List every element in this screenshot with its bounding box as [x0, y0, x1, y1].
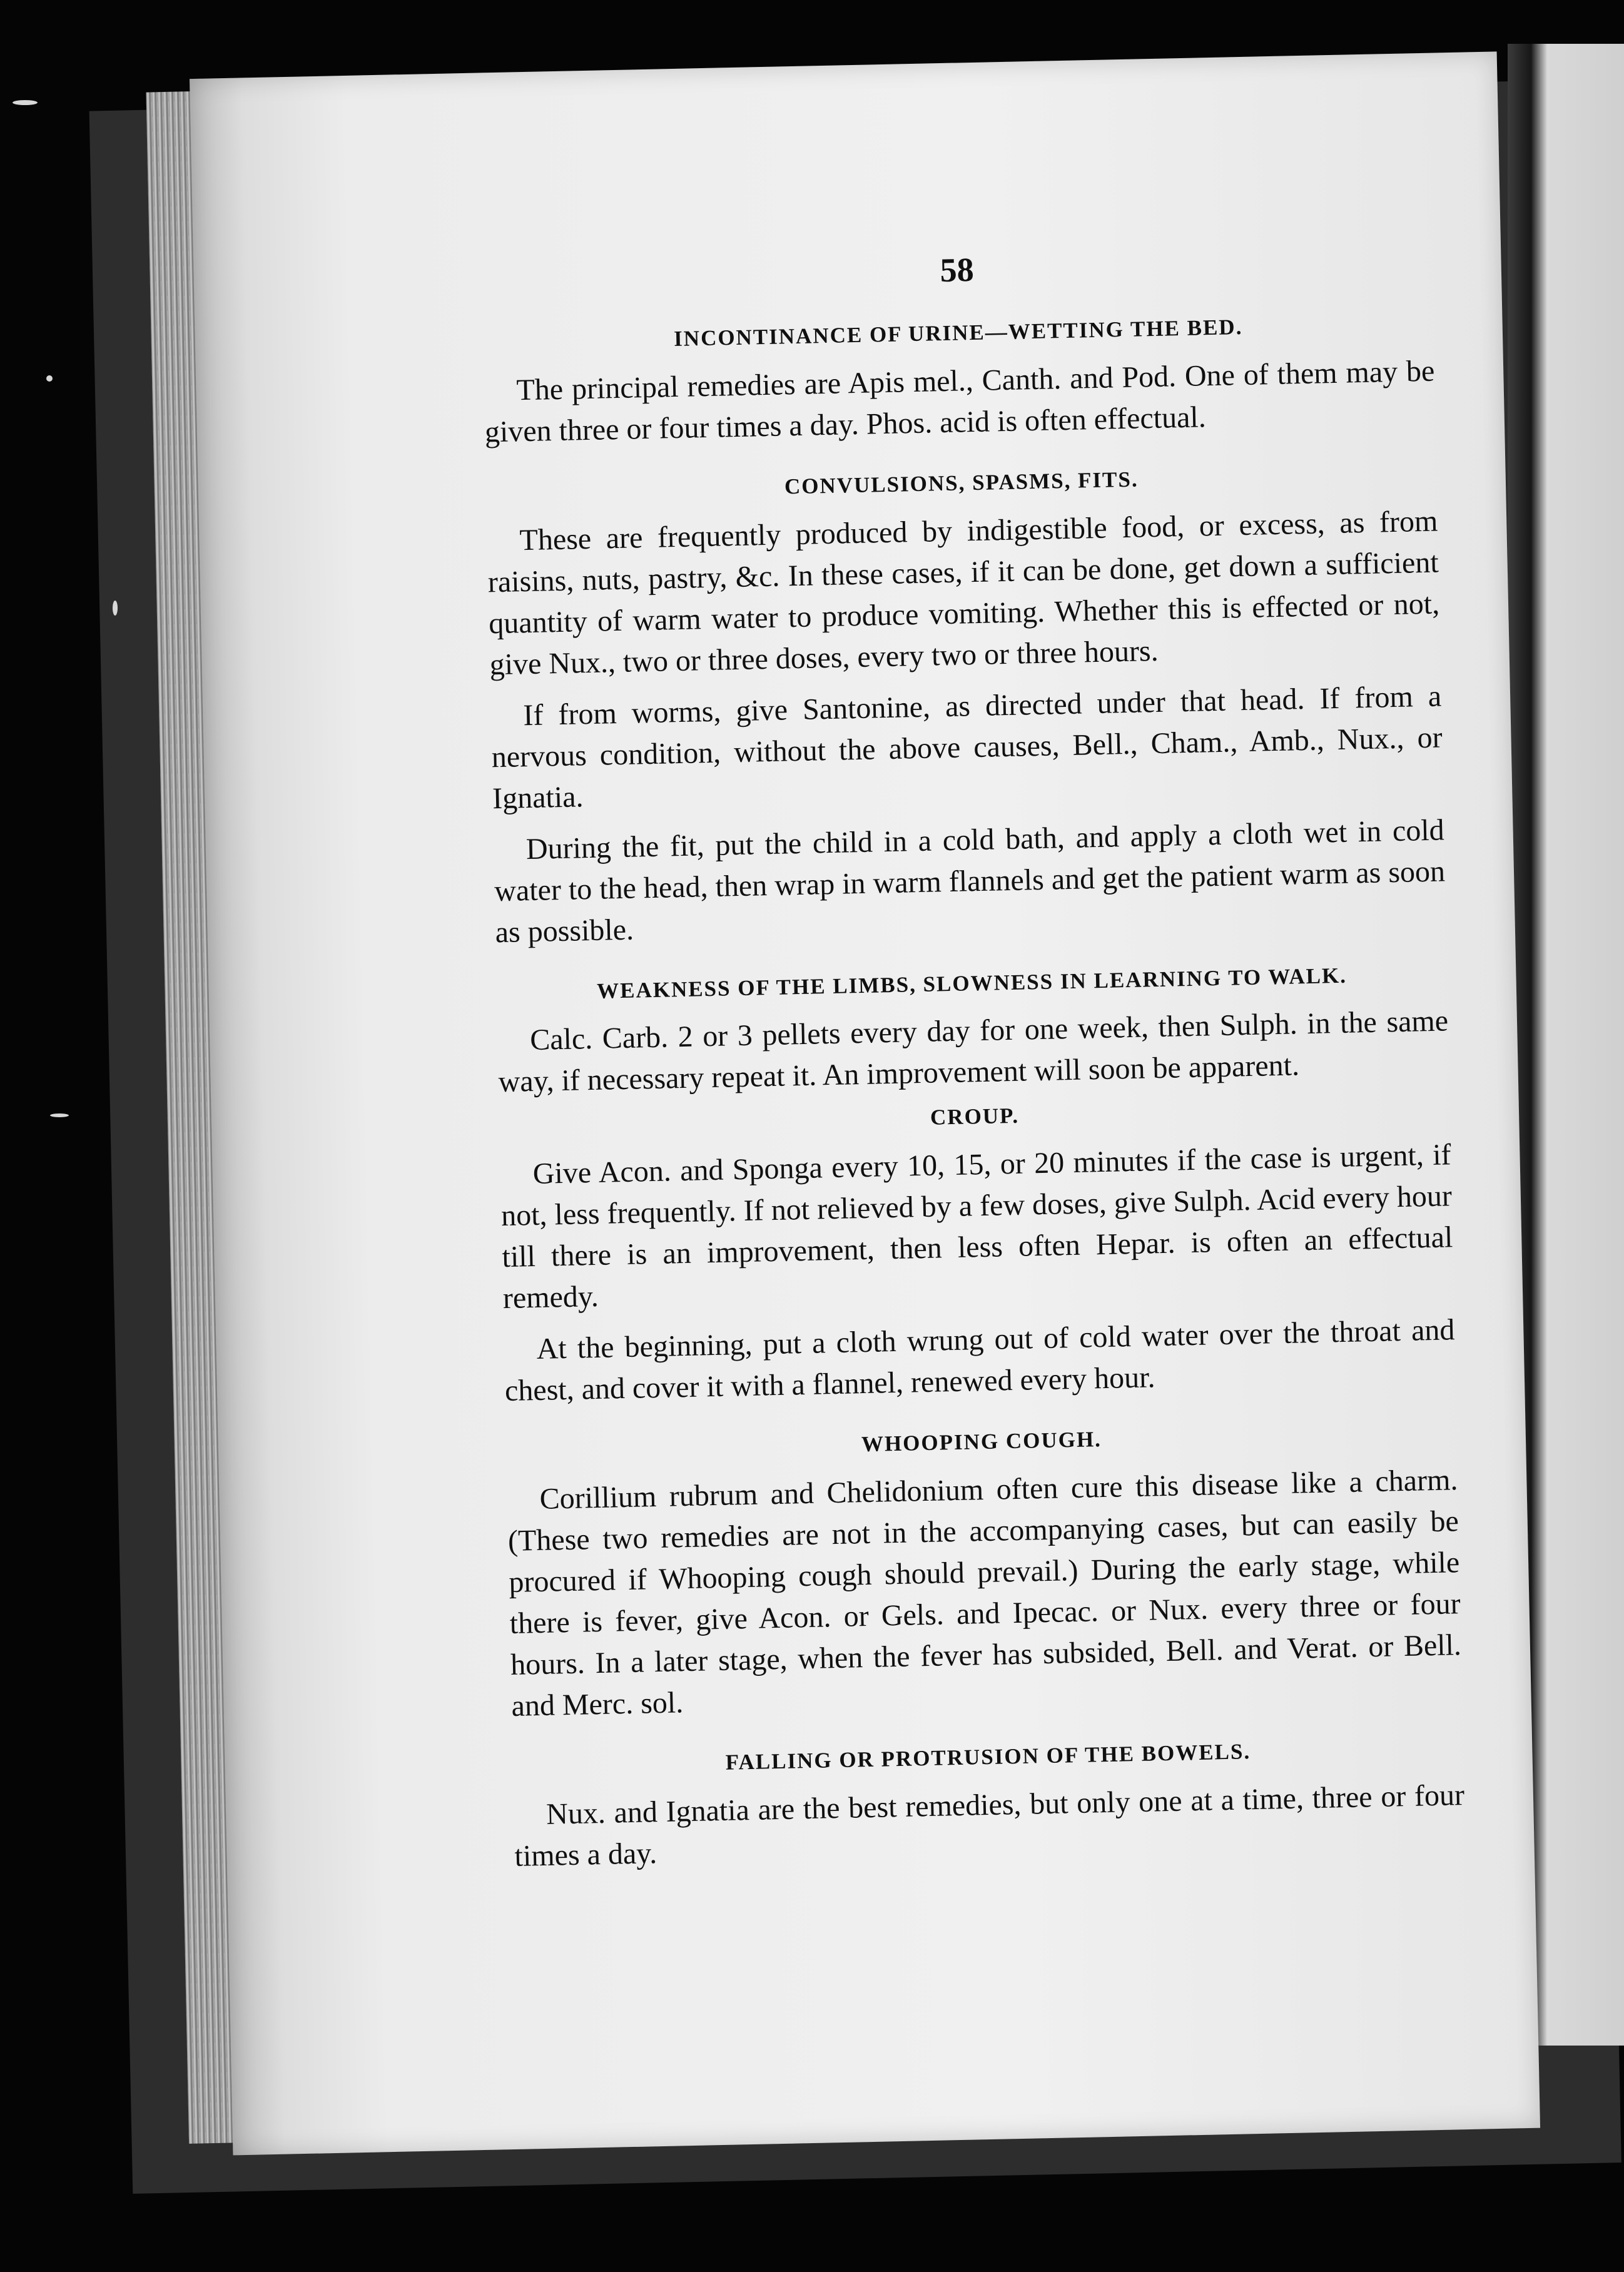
paragraph-whooping-cough-1: Corillium rubrum and Chelidonium often cure this disease like a charm. (These two remedies are not in the accompanying cases, but can easily be procured if Whooping cough should prevail.) During the early stage, while there is fever, give Acon. or Gels. and Ipecac. or Nux. every three or four hours. In a later stage, when the fever has subsided, Bell. and Verat. or Bell. and Merc. sol.	[507, 1463, 1462, 1723]
paragraph-croup-1: Give Acon. and Sponga every 10, 15, or 20 minutes if the case is urgent, if not, less frequently. If not relieved by a few doses, give Sulph. Acid every hour till there is an improvement, then less often Hepar. is often an effectual remedy.	[500, 1138, 1453, 1316]
scan-speck	[13, 100, 38, 105]
paragraph-falling-bowels-1: Nux. and Ignatia are the best remedies, but only one at a time, three or four times a day.	[514, 1778, 1465, 1873]
section-heading-weakness: WEAKNESS OF THE LIMBS, SLOWNESS IN LEARNING TO WALK.	[596, 963, 1347, 1003]
page-text-column	[481, 241, 1466, 1887]
paragraph-weakness-1: Calc. Carb. 2 or 3 pellets every day for one week, then Sulph. in the same way, if necessary repeat it. An improvement will soon be apparent.	[498, 1004, 1449, 1099]
book-page	[190, 51, 1540, 2155]
section-heading-croup: CROUP.	[930, 1103, 1020, 1130]
section-heading-convulsions: CONVULSIONS, SPASMS, FITS.	[784, 467, 1139, 499]
paragraph-convulsions-2: If from worms, give Santonine, as directed under that head. If from a nervous condition, without the above causes, Bell., Cham., Amb., Nux., or Ignatia.	[491, 679, 1443, 815]
paragraph-convulsions-3: During the fit, put the child in a cold bath, and apply a cloth wet in cold water to the head, then wrap in warm flannels and get the patient warm as soon as possible.	[494, 813, 1446, 949]
paragraph-croup-2: At the beginning, put a cloth wrung out of cold water over the throat and chest, and cover it with a flannel, renewed every hour.	[504, 1313, 1455, 1408]
section-heading-whooping-cough: WHOOPING COUGH.	[861, 1427, 1102, 1457]
paragraph-incontinence-1: The principal remedies are Apis mel., Canth. and Pod. One of them may be given three or four times a day. Phos. acid is often effectual.	[484, 354, 1435, 449]
section-heading-incontinence: INCONTINANCE OF URINE—WETTING THE BED.	[673, 314, 1243, 352]
page-number: 58	[940, 250, 975, 290]
scan-speck	[46, 375, 53, 382]
section-heading-falling-bowels: FALLING OR PROTRUSION OF THE BOWELS.	[725, 1738, 1251, 1775]
scan-speck	[50, 1113, 69, 1117]
paragraph-convulsions-1: These are frequently produced by indigestible food, or excess, as from raisins, nuts, pastry, &c. In these cases, if it can be done, get down a sufficient quantity of warm water to produce vomiting. Whether this is effected or not, give Nux., two or three doses, every two or three hours.	[487, 504, 1440, 681]
book-page-block	[146, 39, 1541, 2163]
